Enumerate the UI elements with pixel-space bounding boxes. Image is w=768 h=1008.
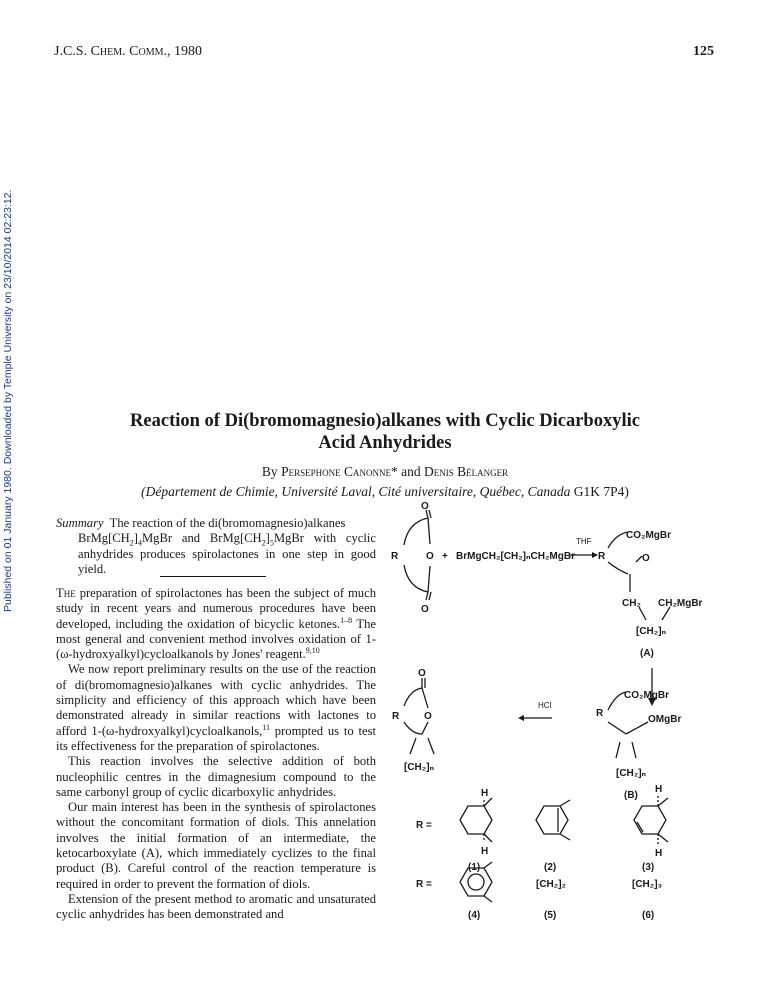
svg-text:CH₂: CH₂ [622,598,641,609]
svg-text:R: R [391,551,399,562]
author-belanger: Denis Bélanger [423,464,509,479]
spirolactone-product [392,668,435,773]
paragraph-2: We now report preliminary results on the use of the reaction of di(bromomagnesio)alkanes with cyclic anhydrides. The simplicity and efficiency of this approach which have been demonstrated already in similar reactions with lactones to afford 1-(ω-hydroxyalkyl)cycloalkanols,$^{11}$ prompted us to test its effectiveness for the preparation of spirolactones. [56,662,376,753]
compound-5-formula: [CH₂]₂ [536,879,566,890]
compound-2 [536,800,570,873]
anhydride-structure [391,501,434,615]
paragraph-3: This reaction involves the selective addition of both nucleophilic centres in the dimagnesium compound to the same carbonyl group of cyclic dicarboxylic anhydrides. [56,754,376,799]
body-text [56,586,376,923]
intermediate-b [596,690,681,801]
download-provenance-link[interactable]: Published on 01 January 1980. Downloaded by Temple University on 23/10/2014 02:23:12. [2,189,14,612]
svg-text:R: R [392,711,400,722]
svg-text:OMgBr: OMgBr [648,714,682,725]
journal-name: Chem. Comm. [90,44,167,59]
author-line: By Persephone Canonne* and Denis Bélanger [261,464,509,479]
svg-text:(4): (4) [468,910,481,921]
svg-text:(3): (3) [642,862,655,873]
svg-text:CO₂MgBr: CO₂MgBr [626,530,671,541]
svg-text:H: H [481,788,489,799]
page-number: 125 [693,44,714,59]
svg-text:O: O [421,604,429,615]
compound-6-label: (6) [642,910,655,921]
compound-6-formula: [CH₂]₃ [632,879,663,890]
svg-text:H: H [655,784,663,795]
svg-text:[CH₂]ₙ: [CH₂]ₙ [616,768,647,779]
author-canonne: Persephone Canonne* [281,464,398,479]
affiliation: (Département de Chimie, Université Laval, Cité universitaire, Québec, Canada G1K 7P4) [141,484,629,499]
svg-text:[CH₂]ₙ: [CH₂]ₙ [404,762,435,773]
svg-text:H: H [655,848,663,859]
svg-text:O: O [418,668,426,679]
compound-1 [460,788,492,873]
paragraph-1: The preparation of spirolactones has been the subject of much study in recent years and numerous procedures have been developed, including the oxidation of bicyclic ketones.$^{1-8}$ The most general and convenient method involves oxidation of 1-(ω-hydroxyalkyl)cycloalkanols by Jones' reagent.$^{9,10}$ [56,586,376,662]
paragraph-5: Extension of the present method to aromatic and unsaturated cyclic anhydrides has been demonstrated and [56,891,376,922]
svg-text:[CH₂]ₙ: [CH₂]ₙ [636,626,667,637]
paragraph-4: Our main interest has been in the synthesis of spirolactones without the concomitant formation of diols. This annelation involves the initial formation of an intermediate, the ketocarboxylate (A), which immediately cyclizes to the final product (B). Careful control of the reaction temperature is required in order to prevent the formation of diols. [56,800,376,891]
compound-3 [634,784,668,873]
svg-text:O: O [421,501,429,512]
svg-text:(B): (B) [624,790,638,801]
svg-text:(1): (1) [468,862,481,873]
svg-text:O: O [642,553,650,564]
intermediate-a [598,530,703,659]
thf-label: THF [576,537,592,546]
compound-5-label: (5) [544,910,557,921]
section-divider [160,576,266,577]
journal-header: J.C.S. Chem. Comm., 1980 [54,44,202,59]
r-equals-2: R = [416,879,432,890]
svg-text:CO₂MgBr: CO₂MgBr [624,690,669,701]
summary-label: Summary [56,516,104,530]
svg-text:O: O [426,551,434,562]
svg-text:H: H [481,846,489,857]
svg-text:CH₂MgBr: CH₂MgBr [658,598,703,609]
summary-block: Summary The reaction of the di(bromomagnesio)alkanes $BrMg[CH_2]_4MgBr$ and $BrMg[CH_2]_5MgBr$ with cyclic anhydrides produces spirolactones in one step in good yield. [56,516,376,576]
svg-text:R: R [596,708,604,719]
plus-sign: + [442,551,448,562]
article-title: Reaction of Di(bromomagnesio)alkanes with Cyclic Dicarboxylic Acid Anhydrides [130,411,640,453]
svg-text:R: R [598,551,606,562]
grignard-reagent: BrMgCH₂[CH₂]ₙCH₂MgBr [456,551,575,562]
hcl-label: HCl [538,701,552,710]
svg-text:O: O [424,711,432,722]
reaction-scheme [386,501,716,930]
svg-text:(2): (2) [544,862,557,873]
svg-text:(A): (A) [640,648,654,659]
r-equals-1: R = [416,820,432,831]
